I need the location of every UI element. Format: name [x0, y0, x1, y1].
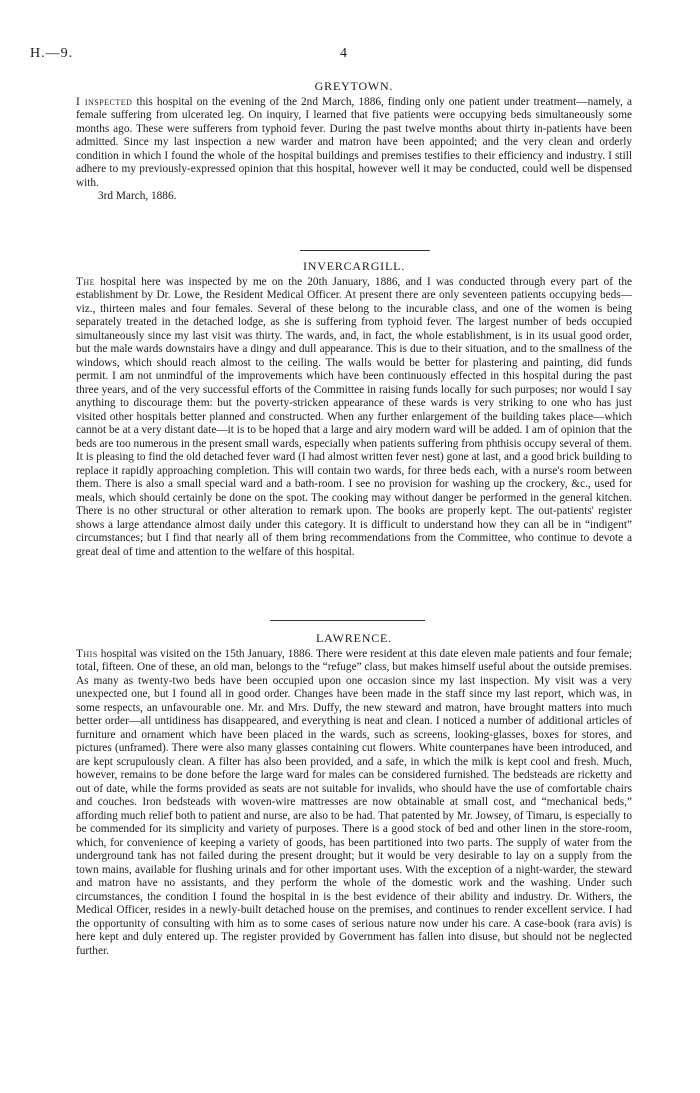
section-lawrence [76, 632, 632, 958]
lead-words: I inspected [76, 95, 133, 108]
section-invercargill [76, 260, 632, 559]
lead-words: The [76, 275, 96, 288]
lead-words: This [76, 647, 98, 660]
report-reference: H.—9. [30, 46, 74, 61]
section-body-invercargill [76, 276, 632, 560]
paragraph-text: hospital was visited on the 15th January, 1886. There were resident at this date eleven male patients and four female; total, fifteen. One of these, an old man, belongs to the “refuge” class, but makes himself useful about the outside premises. As many as twenty-two beds have been occupied upon one occasion since my last inspection. My visit was a very unexpected one, but I found all in good order. Changes have been made in the staff since my last report, which was, in some respects, an unfavourable one. Mr. and Mrs. Duffy, the new steward and matron, have brought matters into much better order—all untidiness has disappeared, and everything is neat and clean. I noticed a number of additional articles of furniture and ornament which have been placed in the wards, such as screens, looking-glasses, boxes for stores, and pictures (unframed). There were also many glasses containing cut flowers. White counterpanes have been introduced, and are kept scrupulously clean. A filter has also been provided, and a safe, in which the milk is kept cool and fresh. Much, however, remains to be done before the large ward for males can be considered furnished. The bedsteads are ricketty and out of date, while the forms provided as seats are not suitable for invalids, who should have the use of comfortable chairs and couches. Iron bedsteads with woven-wire mattresses are now obtainable at small cost, and “mechanical beds,” affording much relief both to patient and nurse, are also to be had. That patented by Mr. Jowsey, of Timaru, is especially to be commended for its simplicity and variety of purposes. There is a good stock of bed and other linen in the store-room, which, for convenience of keeping a variety of goods, has been partitioned into two parts. The supply of water from the underground tank has not failed during the present drought; but it would be very desirable to lay on a supply from the town mains, available for flushing urinals and for other important uses. With the exception of a night-warder, the steward and matron have no assistants, and they perform the whole of the domestic work and the washing. Under such circumstances, the condition I found the hospital in is the best evidence of their ability and industry. Dr. Withers, the Medical Officer, resides in a newly-built detached house on the premises, and continues to render excellent service. I had the opportunity of consulting with him as to some cases of serious nature now under his care. A case-book (rara avis) is here kept and duly entered up. The register provided by Government has fallen into disuse, but should not be neglected further. [76, 647, 632, 957]
section-greytown [76, 80, 632, 204]
page-number: 4 [340, 46, 347, 61]
section-title-greytown: GREYTOWN. [314, 79, 394, 93]
section-title-lawrence: LAWRENCE. [316, 631, 392, 645]
section-body-greytown [76, 96, 632, 191]
paragraph-text: hospital here was inspected by me on the 20th January, 1886, and I was conducted through every part of the establishment by Dr. Lowe, the Resident Medical Officer. At present there are only seventeen patients occupying beds—viz., thirteen males and four females. Several of these belong to the incurable class, and one of the women is being separately treated in the detached lodge, as she is suffering from typhoid fever. The largest number of beds occupied simultaneously since my last visit was thirty. The wards, and, in fact, the whole establishment, is in its usual good order, but the male wards downstairs have a dingy and dull appearance. This is due to their situation, and to the smallness of the windows, which should reach almost to the ceiling. The walls would be better for plastering and painting, did funds permit. I am not unmindful of the improvements which have been continuously effected in this hospital during the past three years, and of the very successful efforts of the Committee in raising funds locally for such purposes; nor would I say anything to discourage them: but the poverty-stricken appearance of these wards is very striking to one who has just visited other hospitals better planned and constructed. When any further enlargement of the building takes place—which cannot be at a very distant date—it is to be hoped that a large and airy modern ward will be added. I am of opinion that the beds are too numerous in the present small wards, especially when patients suffering from phthisis occupy several of them. It is pleasing to find the old detached fever ward (I had almost written fever nest) gone at last, and a good brick building to replace it rapidly approaching completion. This will contain two wards, for three beds each, with a nurse's room between them. There is also a small special ward and a bath-room. I see no provision for washing up the crockery, &c., used for meals, which should certainly be done on the spot. The cooking may without danger be performed in the general kitchen. There is no other structural or other alteration to remark upon. The books are properly kept. The out-patients' register shows a large attendance almost daily under this category. It is difficult to understand how they can all be in “indigent” circumstances; but I find that nearly all of them bring recommendations from the Committee, who continue to devote a great deal of time and attention to the welfare of this hospital. [76, 275, 632, 558]
paragraph-text: this hospital on the evening of the 2nd March, 1886, finding only one patient under treatment—namely, a female suffering from ulcerated leg. On inquiry, I learned that five patients were occupying beds simultaneously some months ago. These were sufferers from typhoid fever. During the past twelve months about thirty in-patients have been admitted. Since my last inspection a new warder and matron have been appointed; and the very clean and orderly condition in which I found the whole of the hospital buildings and premises testifies to their efficiency and industry. I still adhere to my previously-expressed opinion that this hospital, however well it may be conducted, could well be dispensed with. [76, 95, 632, 189]
report-date: 3rd March, 1886. [98, 190, 177, 202]
section-body-lawrence [76, 648, 632, 959]
section-divider [270, 620, 425, 621]
section-title-invercargill: INVERCARGILL. [302, 259, 406, 273]
section-divider [300, 250, 430, 251]
